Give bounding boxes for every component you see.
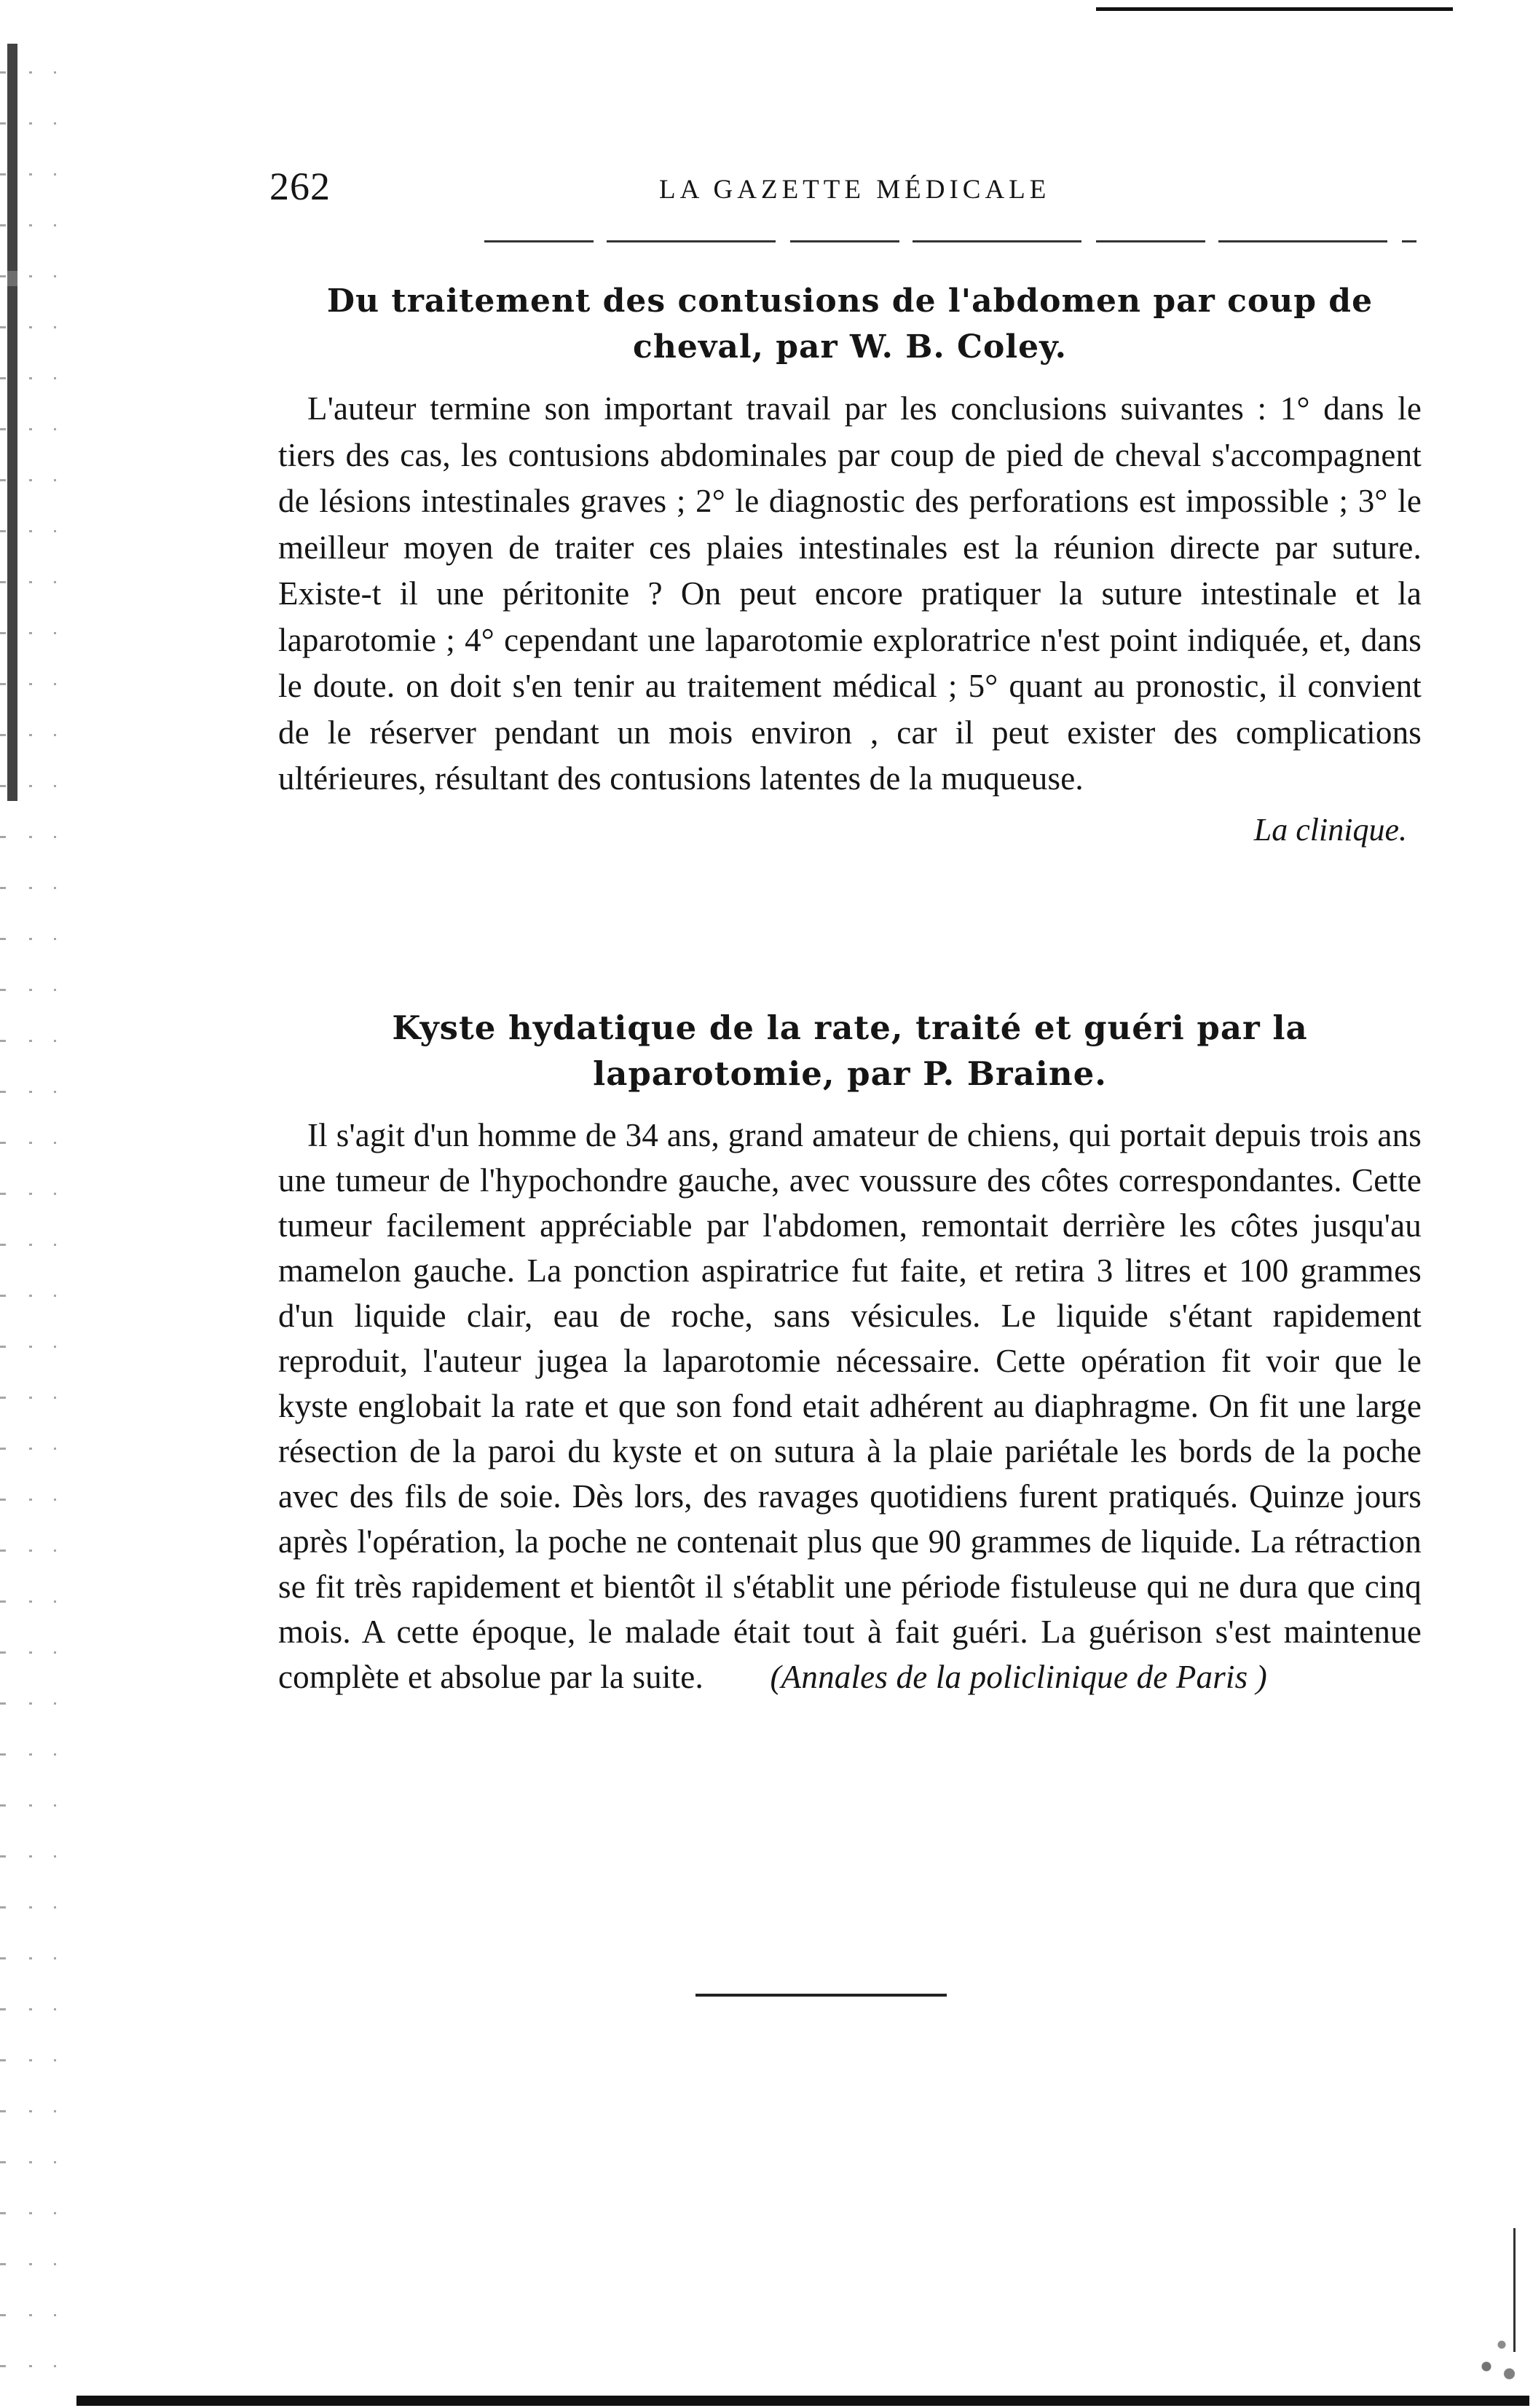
header-rule	[484, 240, 1416, 242]
scan-border-bottom	[76, 2396, 1529, 2406]
page-number: 262	[269, 165, 331, 208]
scan-corner-smudge	[1471, 2316, 1522, 2388]
article-braine	[278, 1005, 1422, 1700]
article-coley	[278, 278, 1422, 852]
scan-left-edge-noise	[0, 44, 117, 2408]
article-title: Kyste hydatique de la rate, traité et guéri par la laparotomie, par P. Braine.	[392, 1008, 1308, 1093]
article-body	[278, 1113, 1422, 1700]
scan-border-top	[1096, 7, 1453, 11]
article-source: (Annales de la policlinique de Paris )	[770, 1659, 1267, 1695]
article-body-text: Il s'agit d'un homme de 34 ans, grand amateur de chiens, qui portait depuis trois ans une tumeur de l'hypochondre gauche, avec voussure des côtes correspondantes. Cette tumeur facilement appréciable par l'abdomen, remontait derrière les côtes jusqu'au mamelon gauche. La ponction aspiratrice fut faite, et retira 3 litres et 100 grammes d'un liquide clair, eau de roche, sans vésicules. Le liquide s'étant rapidement reproduit, l'auteur jugea la laparotomie nécessaire. Cette opération fit voir que le kyste englobait la rate et que son fond etait adhérent au diaphragme. On fit une large résection de la paroi du kyste et on sutura à la plaie pariétale les bords de la poche avec des fils de soie. Dès lors, des ravages quotidiens furent pratiqués. Quinze jours après l'opération, la poche ne contenait plus que 90 grammes de liquide. La rétraction se fit très rapidement et bientôt il s'établit une période fistuleuse qui ne dura que cinq mois. A cette époque, le malade était tout à fait guéri. La guérison s'est maintenue complète et absolue par la suite.	[278, 1117, 1422, 1695]
article-body: L'auteur termine son important travail par les conclusions suivantes : 1° dans le tiers des cas, les contusions abdominales par coup de pied de cheval s'accompagnent de lésions intestinales graves ; 2° le diagnostic des perforations est impossible ; 3° le meilleur moyen de traiter ces plaies intestinales est la réunion directe par suture. Existe-t il une péritonite ? On peut encore pratiquer la suture intestinale et la laparotomie ; 4° cependant une laparotomie exploratrice n'est point indiquée, et, dans le doute. on doit s'en tenir au traitement médical ; 5° quant au pronostic, il convient de le réserver pendant un mois environ , car il peut exister des complications ultérieures, résultant des contusions latentes de la muqueuse.	[278, 390, 1422, 797]
article-title: Du traitement des contusions de l'abdomen par coup de cheval, par W. B. Coley.	[326, 283, 1374, 366]
running-head: LA GAZETTE MÉDICALE	[659, 175, 1051, 205]
article-source: La clinique.	[1253, 811, 1407, 848]
end-rule	[695, 1994, 947, 1997]
